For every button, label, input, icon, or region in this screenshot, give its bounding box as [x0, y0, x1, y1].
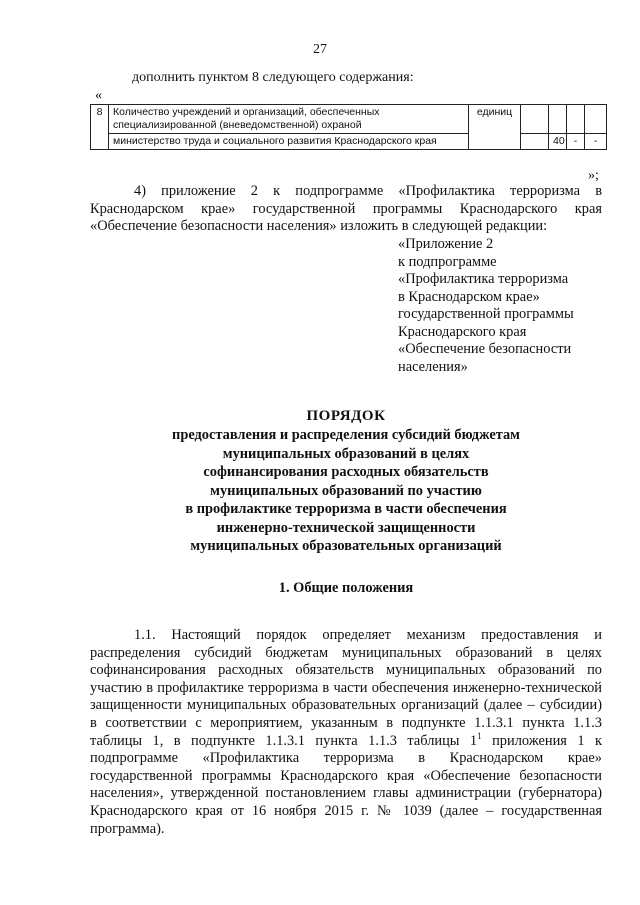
- table-row: [91, 105, 607, 134]
- responsible-body: министерство труда и социального развития Краснодарского края: [109, 134, 469, 150]
- empty-cell: [549, 105, 567, 134]
- opening-quote: «: [95, 88, 102, 103]
- title-line: софинансирования расходных обязательств: [203, 464, 489, 480]
- page-number: 27: [313, 42, 327, 57]
- title-line: муниципальных образовательных организаций: [190, 538, 502, 554]
- dash-cell: -: [567, 134, 585, 150]
- appendix-heading: [398, 236, 574, 376]
- appendix-line: «Обеспечение безопасности: [398, 341, 572, 357]
- superscript: 1: [477, 730, 482, 741]
- empty-cell: [585, 105, 607, 134]
- title-line: муниципальных образований в целях: [222, 445, 470, 462]
- paragraph-1-1: [90, 627, 602, 838]
- paragraph-4: 4) приложение 2 к подпрограмме «Профилактика терроризма в Краснодарском крае» государственной программы Краснодарского края «Обеспечение безопасности населения» изложить в следующей редакции:: [90, 183, 602, 235]
- appendix-line: «Приложение 2: [398, 236, 494, 252]
- appendix-line: государственной программы: [398, 306, 574, 322]
- item-number: 8: [91, 105, 109, 150]
- empty-cell: [521, 105, 549, 134]
- table-row: [91, 134, 607, 150]
- paragraph-1-1-text: 1.1. Настоящий порядок определяет механизм предоставления и распределения субсидий бюджетам муниципальных образований в целях софинансирования расходных обязательств муниципальных образований по участию в профилактике терроризма в части обеспечения инженерно-технической защищенности муниципальных образовательных организаций (далее – субсидии) в соответствии с мероприятием, указанным в подпункте 1.1.3.1 пункта 1.1.3 таблицы 1, в подпункте 1.1.3.1 пункта 1.1.3 таблицы 1: [90, 627, 602, 749]
- intro-text: дополнить пунктом 8 следующего содержания:: [132, 70, 414, 85]
- title-line: в профилактике терроризма в части обеспечения: [185, 501, 507, 517]
- title-line: предоставления и распределения субсидий бюджетам: [172, 427, 520, 443]
- inserted-item-table: [90, 104, 607, 150]
- appendix-line: «Профилактика терроризма: [398, 271, 569, 287]
- unit-cell: единиц: [469, 105, 521, 150]
- paragraph-1-1-text-end: приложения 1 к подпрограмме «Профилактика терроризма в Краснодарском крае» государственной программы Краснодарского края «Обеспечение безопасности населения», утвержденной постановлением главы администрации (губернатора) Краснодарского края от 16 ноября 2015 г. № 1039 (далее – государственная программа).: [90, 732, 603, 837]
- appendix-line: населения»: [398, 358, 468, 375]
- title-main: ПОРЯДОК: [306, 408, 386, 424]
- value-cell: 40: [549, 134, 567, 150]
- empty-cell: [567, 105, 585, 134]
- empty-cell: [521, 134, 549, 150]
- appendix-line: Краснодарского края: [398, 323, 527, 340]
- dash-cell: -: [585, 134, 607, 150]
- title-line: инженерно-технической защищенности: [216, 519, 476, 536]
- title-line: муниципальных образований по участию: [210, 482, 482, 499]
- indicator-name: Количество учреждений и организаций, обеспеченных специализированной (вневедомственной) охраной: [109, 105, 469, 134]
- closing-quote: »;: [588, 168, 599, 183]
- document-title: [90, 406, 602, 556]
- appendix-line: в Краснодарском крае»: [398, 288, 540, 305]
- section-heading: 1. Общие положения: [278, 580, 414, 596]
- appendix-line: к подпрограмме: [398, 253, 497, 270]
